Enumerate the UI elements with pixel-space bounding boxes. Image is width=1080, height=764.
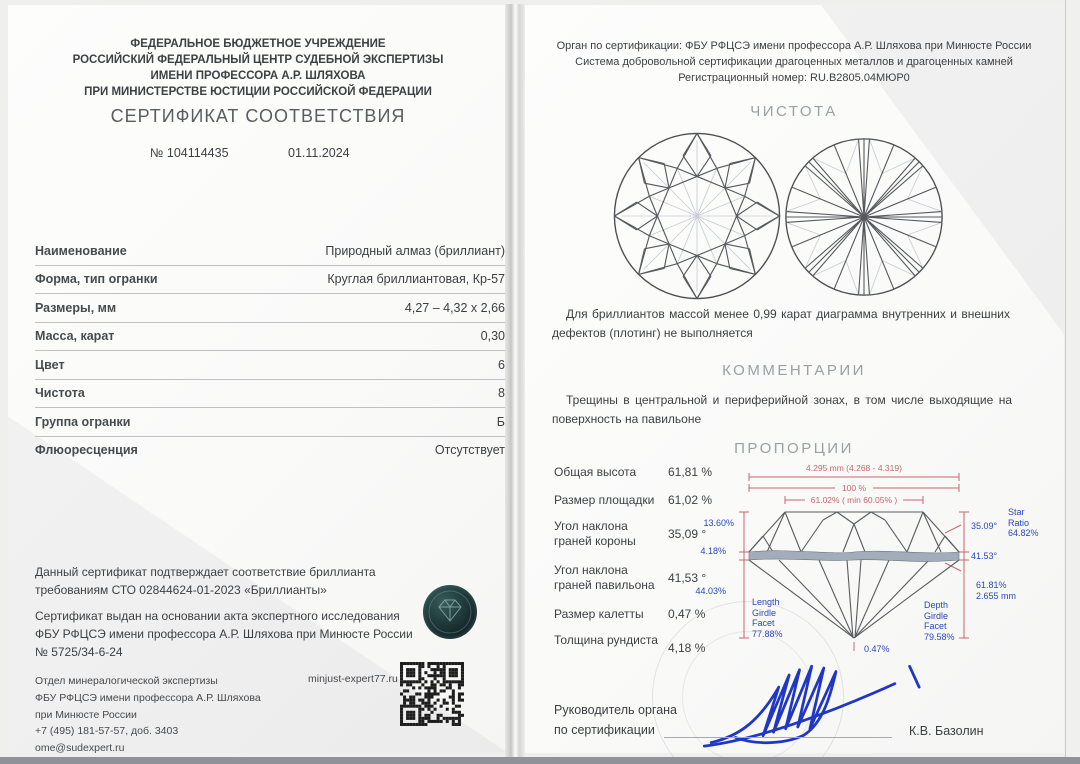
star-ratio-label [1008, 507, 1039, 539]
pavilion-view-diagram [780, 133, 948, 301]
crown-height-label: 13.60% [703, 518, 734, 528]
attr-value: Природный алмаз (бриллиант) [325, 243, 505, 258]
website-url: minjust-expert77.ru [308, 673, 398, 685]
table-percent-label: 61.02% ( min 60.05% ) [810, 495, 898, 505]
page-left [8, 5, 508, 753]
department-info [35, 673, 297, 757]
table-row [35, 266, 505, 295]
department-line: Отдел минералогической экспертизы [35, 675, 218, 687]
proportion-value: 35,09 ° [668, 527, 707, 541]
attr-value: 4,27 – 4,32 x 2,66 [404, 300, 505, 315]
label-line: Ratio [1008, 517, 1030, 528]
attr-label: Наименование [35, 243, 127, 258]
attr-value: Б [496, 414, 505, 429]
org-line: РОССИЙСКИЙ ФЕДЕРАЛЬНЫЙ ЦЕНТР СУДЕБНОЙ ЭКСПЕРТИЗЫ [72, 54, 444, 66]
label-line: Star [1008, 507, 1025, 517]
label-line: Facet [924, 621, 947, 631]
depth-girdle-facet-label [924, 600, 955, 642]
crown-angle-label: 35.09° [971, 521, 998, 531]
attr-value: Отсутствует [434, 443, 505, 458]
certificate-date: 01.11.2024 [288, 146, 350, 160]
certificate-number: № 104114435 [150, 146, 229, 160]
culet-size-label: 0.47% [864, 644, 890, 654]
registration-number: Регистрационный номер: RU.B2805.04МЮР0 [678, 72, 910, 84]
org-line: ФЕДЕРАЛЬНОЕ БЮДЖЕТНОЕ УЧРЕЖДЕНИЕ [130, 38, 386, 50]
proportions-heading: ПРОПОРЦИИ [734, 440, 854, 457]
clarity-heading: ЧИСТОТА [750, 103, 838, 120]
length-girdle-facet-label [752, 597, 783, 639]
girdle-band [749, 551, 959, 562]
page-right [524, 5, 1064, 753]
email-address: ome@sudexpert.ru [35, 742, 125, 755]
attributes-table [35, 237, 505, 464]
org-line: ПРИ МИНИСТЕРСТВЕ ЮСТИЦИИ РОССИЙСКОЙ ФЕДЕРАЦИИ [84, 86, 432, 98]
page-edge [1065, 0, 1080, 757]
table-row [35, 380, 505, 409]
signatory-name: К.В. Базолин [909, 724, 984, 738]
certificate-title: СЕРТИФИКАТ СООТВЕТСТВИЯ [110, 106, 406, 126]
cert-body-line: Система добровольной сертификации драгоценных металлов и драгоценных камней [575, 56, 1013, 68]
table-row [35, 237, 505, 266]
comment-text: Трещины в центральной и периферийной зонах, в том числе выходящие на поверхность на павильоне [552, 393, 1012, 426]
label-line: Depth [924, 600, 949, 610]
proportion-value: 61,02 % [668, 493, 713, 507]
total-height-label [976, 580, 1016, 601]
width-percent-label: 100 % [841, 483, 867, 493]
label-line: Length [752, 597, 780, 607]
proportion-label: Размер калетты [554, 607, 644, 621]
label-line: 2.655 mm [976, 590, 1017, 601]
comments-heading: КОММЕНТАРИИ [722, 362, 866, 379]
attr-value: 0,30 [480, 329, 505, 344]
attr-value: Круглая бриллиантовая, Кр-57 [327, 272, 505, 287]
attr-label: Группа огранки [35, 414, 131, 429]
table-row [35, 351, 505, 380]
proportion-label: Угол наклона граней павильона [554, 563, 655, 592]
attr-value: 6 [498, 357, 505, 372]
qr-code [400, 662, 464, 726]
label-line: Girdle [752, 607, 777, 618]
signature-line [664, 736, 892, 738]
org-line: ИМЕНИ ПРОФЕССОРА А.Р. ШЛЯХОВА [150, 70, 366, 82]
signatory-role-line2: по сертификации [554, 723, 655, 737]
label-line: 61.81% [976, 580, 1007, 590]
proportion-label: Общая высота [554, 465, 637, 479]
proportion-value: 61,81 % [668, 465, 713, 479]
hologram-seal [423, 585, 477, 639]
label-line: 64.82% [1008, 528, 1039, 538]
attr-label: Масса, карат [35, 329, 115, 344]
department-line: при Минюсте России [35, 708, 137, 721]
table-row [35, 294, 505, 323]
org-name [8, 36, 508, 100]
attr-label: Цвет [35, 357, 65, 372]
table-row [35, 323, 505, 352]
phone-number: +7 (495) 181-57-57, доб. 3403 [35, 725, 179, 738]
attr-label: Флюоресценция [35, 443, 138, 458]
pavilion-angle-label: 41.53° [971, 551, 998, 561]
label-line: 79.58% [924, 631, 955, 642]
cert-body-line: Орган по сертификации: ФБУ РФЦСЭ имени профессора А.Р. Шляхова при Минюсте России [556, 40, 1032, 52]
label-line: Facet [752, 618, 775, 628]
attr-label: Чистота [35, 386, 85, 401]
certification-body-info [524, 38, 1064, 86]
label-line: 77.88% [752, 628, 783, 639]
attr-label: Форма, тип огранки [35, 272, 158, 287]
department-line: ФБУ РФЦСЭ имени профессора А.Р. Шляхова [35, 691, 261, 704]
proportion-label: Размер площадки [554, 493, 655, 507]
pavilion-depth-label: 44.03% [695, 586, 726, 596]
signatory-role-line1: Руководитель органа [554, 703, 677, 717]
signature-scribble [699, 645, 959, 757]
table-row [35, 408, 505, 437]
label-line: Girdle [924, 610, 949, 621]
proportion-value: 41,53 ° [668, 571, 707, 585]
crown-view-diagram [611, 130, 783, 302]
conformity-statement: Данный сертификат подтверждает соответствие бриллианта требованиям СТО 02844624-01-2023 «Бриллианты» [35, 565, 376, 597]
proportion-label: Толщина рундиста [554, 633, 658, 647]
issuance-statement: Сертификат выдан на основании акта экспертного исследования ФБУ РФЦСЭ имени профессора А.Р. Шляхова при Минюсте России № 5725/34-6-24 [35, 609, 413, 659]
scanner-edge [0, 757, 1080, 764]
attr-label: Размеры, мм [35, 300, 117, 315]
table-row [35, 437, 505, 465]
proportion-value: 0,47 % [668, 607, 706, 621]
girdle-thickness-label: 4.18% [700, 546, 726, 556]
diamond-icon [423, 585, 477, 639]
plotting-note: Для бриллиантов массой менее 0,99 карат диаграмма внутренних и внешних дефектов (плотинг) не выполняется [552, 307, 1010, 340]
page-fold [505, 4, 525, 758]
attr-value: 8 [498, 386, 505, 401]
mm-width-label: 4.295 mm (4.268 - 4.319) [806, 463, 902, 473]
proportion-label: Угол наклона граней короны [554, 519, 636, 548]
proportion-value: 4,18 % [668, 641, 706, 655]
